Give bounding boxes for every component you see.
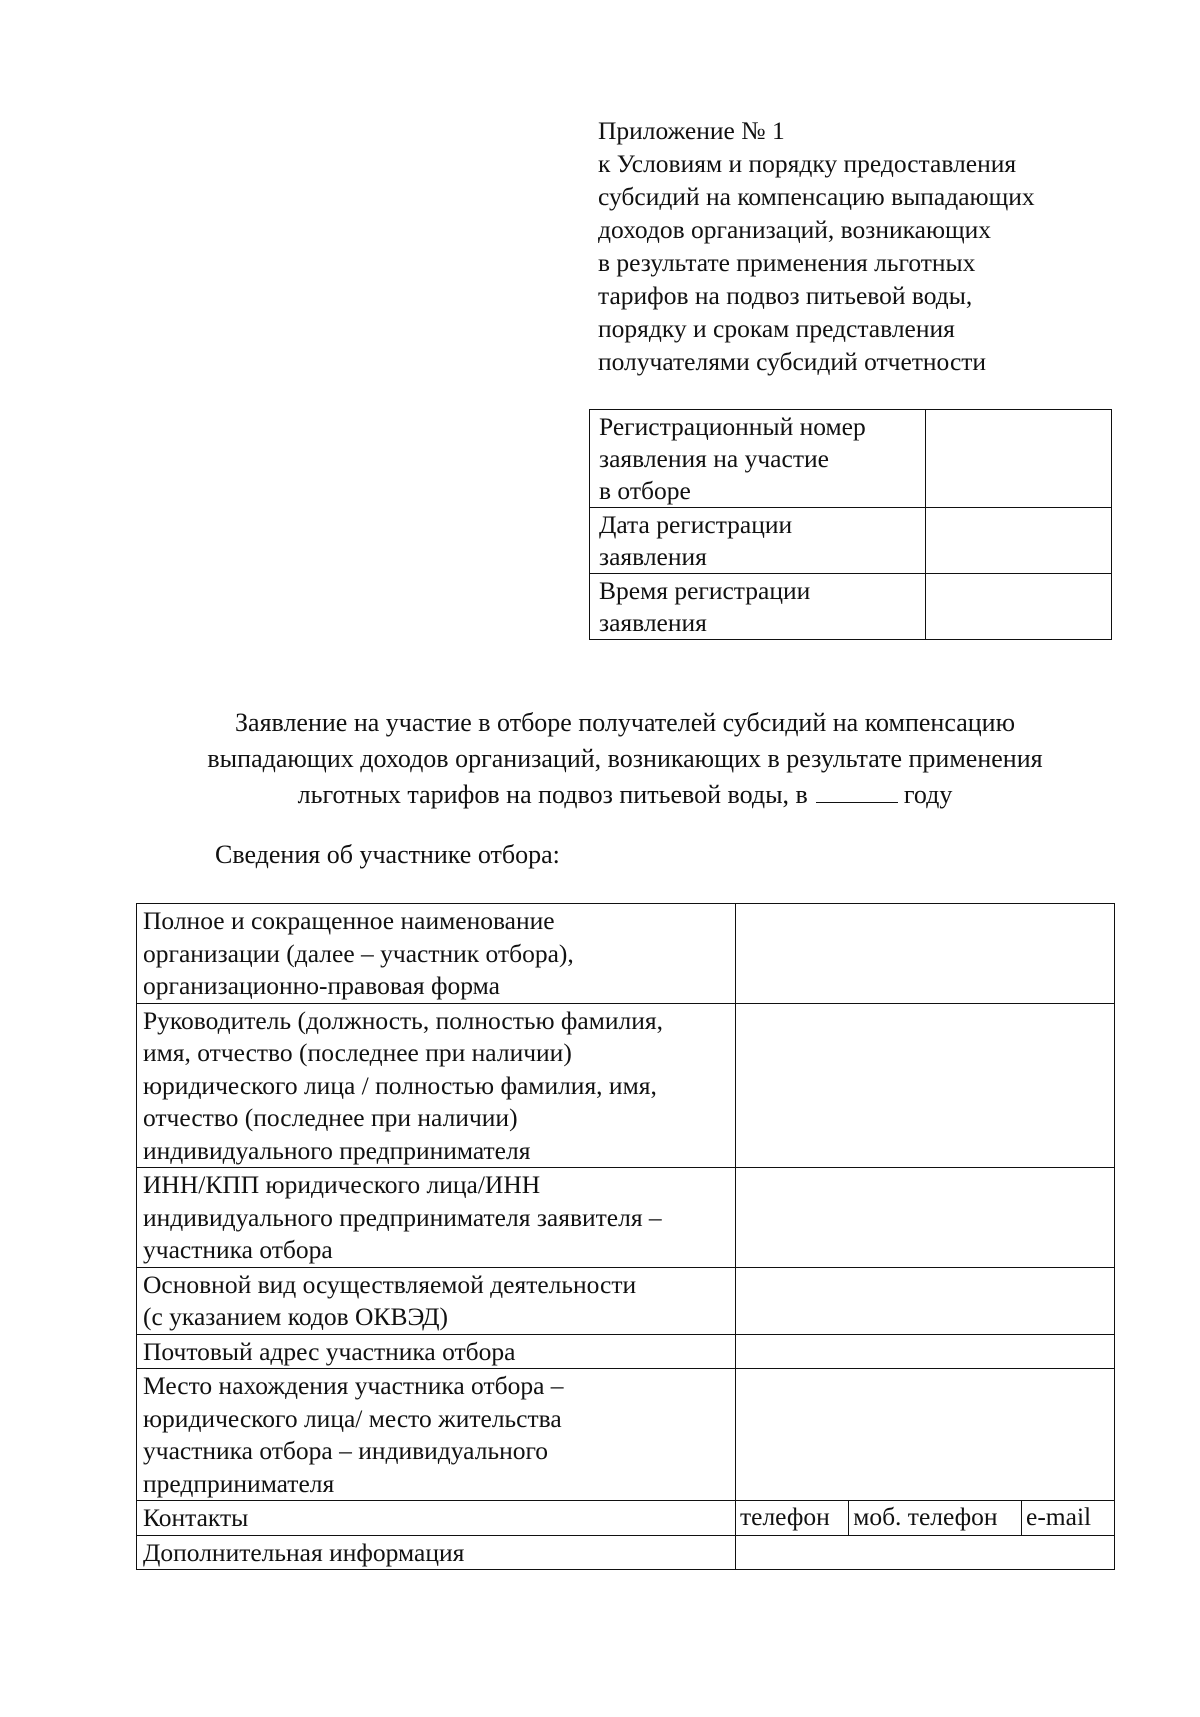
appendix-line: доходов организаций, возникающих (598, 215, 992, 244)
appendix-header (598, 114, 1118, 378)
registration-number-row (590, 410, 1112, 508)
additional-info-row (137, 1535, 1115, 1570)
contacts-row (137, 1501, 1115, 1536)
title-line-prefix: льготных тарифов на подвоз питьевой воды, в (297, 780, 808, 809)
title-line: Заявление на участие в отборе получателей субсидий на компенсацию (235, 708, 1015, 737)
year-blank-field[interactable] (816, 778, 898, 803)
main-activity-label: Основной вид осуществляемой деятельности (с указанием кодов ОКВЭД) (137, 1267, 736, 1334)
postal-address-field[interactable] (736, 1334, 1115, 1369)
registration-time-label: Время регистрации заявления (590, 574, 926, 640)
appendix-line: к Условиям и порядку предоставления (598, 149, 1017, 178)
director-label: Руководитель (должность, полностью фамилия, имя, отчество (последнее при наличии) юридического лица / полностью фамилия, имя, отчество (последнее при наличии) индивидуального предпринимателя (137, 1003, 736, 1168)
registration-time-row (590, 574, 1112, 640)
organization-name-label: Полное и сокращенное наименование организации (далее – участник отбора), организационно-правовая форма (137, 904, 736, 1004)
title-line (100, 777, 1150, 813)
title-line-suffix: году (903, 780, 953, 809)
application-title (100, 705, 1150, 813)
table-row (137, 1003, 1115, 1168)
appendix-line: в результате применения льготных (598, 248, 976, 277)
section-label: Сведения об участнике отбора: (215, 840, 560, 869)
table-row (137, 904, 1115, 1004)
registration-time-field[interactable] (926, 574, 1112, 640)
registration-date-row (590, 508, 1112, 574)
location-field[interactable] (736, 1369, 1115, 1501)
registration-date-label: Дата регистрации заявления (590, 508, 926, 574)
additional-info-label: Дополнительная информация (137, 1535, 736, 1570)
inn-kpp-label: ИНН/КПП юридического лица/ИНН индивидуального предпринимателя заявителя – участника отбора (137, 1168, 736, 1268)
contacts-label: Контакты (137, 1501, 736, 1536)
participant-info-table (136, 903, 1115, 1570)
email-field[interactable]: e-mail (1022, 1501, 1115, 1536)
title-line: выпадающих доходов организаций, возникающих в результате применения (207, 744, 1043, 773)
organization-name-field[interactable] (736, 904, 1115, 1004)
appendix-line: Приложение № 1 (598, 116, 785, 145)
registration-number-label: Регистрационный номер заявления на участие в отборе (590, 410, 926, 508)
main-activity-field[interactable] (736, 1267, 1115, 1334)
phone-field[interactable]: телефон (736, 1501, 849, 1536)
registration-table (589, 409, 1112, 640)
appendix-line: субсидий на компенсацию выпадающих (598, 182, 1035, 211)
registration-date-field[interactable] (926, 508, 1112, 574)
location-label: Место нахождения участника отбора – юридического лица/ место жительства участника отбора – индивидуального предпринимателя (137, 1369, 736, 1501)
appendix-line: порядку и срокам представления (598, 314, 955, 343)
appendix-line: тарифов на подвоз питьевой воды, (598, 281, 973, 310)
table-row (137, 1267, 1115, 1334)
table-row (137, 1369, 1115, 1501)
mobile-phone-field[interactable]: моб. телефон (849, 1501, 1022, 1536)
postal-address-label: Почтовый адрес участника отбора (137, 1334, 736, 1369)
additional-info-field[interactable] (736, 1535, 1115, 1570)
appendix-line: получателями субсидий отчетности (598, 347, 987, 376)
registration-number-field[interactable] (926, 410, 1112, 508)
director-field[interactable] (736, 1003, 1115, 1168)
table-row (137, 1334, 1115, 1369)
table-row (137, 1168, 1115, 1268)
inn-kpp-field[interactable] (736, 1168, 1115, 1268)
